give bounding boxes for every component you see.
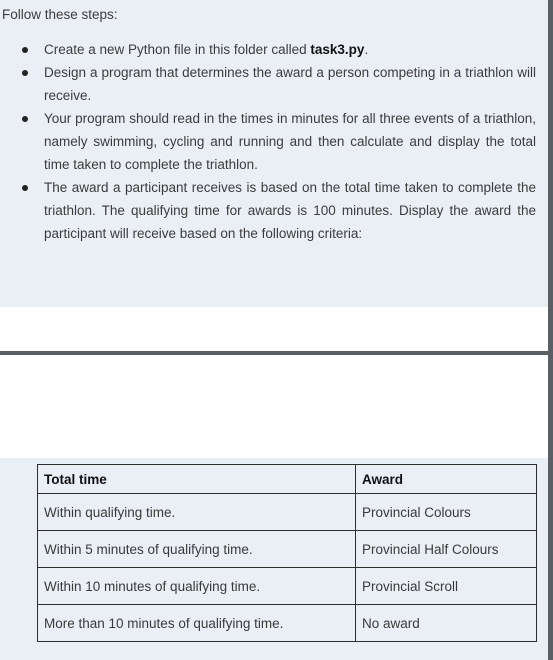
award-cell: Provincial Scroll (356, 568, 537, 605)
step-text: The award a participant receives is based on the total time taken to complete the triathlon. The qualifying time for awards is 100 minutes. Display the award the participant will receive based on the following criteria: (44, 180, 536, 241)
right-border (548, 0, 553, 660)
bullet-icon (22, 185, 28, 191)
step-text: Create a new Python file in this folder called (44, 42, 311, 57)
award-cell: Provincial Half Colours (356, 531, 537, 568)
table-row (38, 605, 537, 642)
bullet-icon (22, 116, 28, 122)
bullet-icon (22, 70, 28, 76)
list-item (0, 38, 540, 61)
blank-area (0, 307, 548, 351)
award-cell: No award (356, 605, 537, 642)
award-table (37, 464, 537, 642)
header-total-time: Total time (38, 465, 356, 494)
step-text-end: . (364, 42, 369, 57)
list-item (0, 107, 540, 176)
table-row (38, 494, 537, 531)
time-cell: Within qualifying time. (38, 494, 356, 531)
time-cell: Within 5 minutes of qualifying time. (38, 531, 356, 568)
page-divider (0, 351, 553, 355)
list-item (0, 176, 540, 245)
steps-list (0, 38, 540, 245)
step-text: Your program should read in the times in minutes for all three events of a triathlon, namely swimming, cycling and running and then calculate and display the total time taken to complete the triathlon. (44, 111, 536, 172)
table-row (38, 531, 537, 568)
time-cell: Within 10 minutes of qualifying time. (38, 568, 356, 605)
list-item (0, 61, 540, 107)
intro-text: Follow these steps: (2, 7, 118, 22)
step-text: Design a program that determines the award a person competing in a triathlon will receive. (44, 65, 536, 103)
table-header-row (38, 465, 537, 494)
bullet-icon (22, 47, 28, 53)
step-filename: task3.py (310, 42, 365, 57)
header-award: Award (356, 465, 537, 494)
table-row (38, 568, 537, 605)
time-cell: More than 10 minutes of qualifying time. (38, 605, 356, 642)
award-cell: Provincial Colours (356, 494, 537, 531)
